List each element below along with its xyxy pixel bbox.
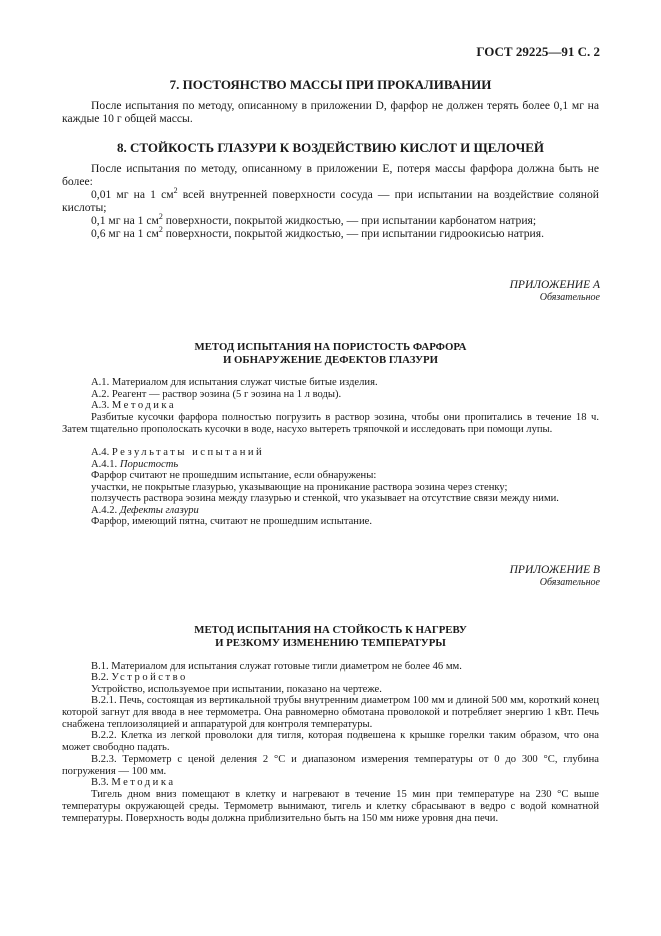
section-8-item-2: 0,1 мг на 1 $см^2$ поверхности, покрытой жидкостью, — при испытании карбонатом натрия; xyxy=(91,212,537,227)
a42-heading: А.4.2. Дефекты глазури xyxy=(91,505,199,516)
a41-item-2: ползучесть раствора эозина между глазурью и стенкой, что указывает на отсутствие связи между ними. xyxy=(91,493,559,504)
section-8-item-3: 0,6 мг на 1 $см^2$ поверхности, покрытой жидкостью, — при испытании гидроокисью натрия. xyxy=(91,225,544,240)
b22-text: В.2.2. Клетка из легкой проволоки для тигля, которая подвешена к крышке горелки таким образом, что она может свободно падать. xyxy=(62,730,599,753)
a41-text: Фарфор считают не прошедшим испытание, если обнаружены: xyxy=(91,470,377,481)
page-header: ГОСТ 29225—91 С. 2 xyxy=(476,44,600,59)
section-8-intro: После испытания по методу, описанному в приложении E, потеря массы фарфора должна быть не более: xyxy=(62,162,599,188)
section-8-item-1: 0,01 мг на 1 $см^2$ всей внутренней поверхности сосуда — при испытании на воздействие соляной кислоты; xyxy=(62,186,600,214)
a3-text: Разбитые кусочки фарфора полностью погрузить в раствор эозина, чтобы они пропитались в течение 18 ч. Затем тщательно прополоскать кусочки в воде, насухо вытереть тряпочкой и исследовать при помощи лупы. xyxy=(62,412,599,435)
a41-heading: А.4.1. Пористость xyxy=(91,459,179,470)
appendix-a-title: МЕТОД ИСПЫТАНИЯ НА ПОРИСТОСТЬ ФАРФОРА И ОБНАРУЖЕНИЕ ДЕФЕКТОВ ГЛАЗУРИ xyxy=(194,341,467,366)
appendix-a-label: ПРИЛОЖЕНИЕ А Обязательное xyxy=(509,279,600,303)
a42-text: Фарфор, имеющий пятна, считают не прошедшим испытание. xyxy=(91,516,372,527)
appendix-b-label: ПРИЛОЖЕНИЕ В Обязательное xyxy=(509,564,600,588)
section-8-title: 8. СТОЙКОСТЬ ГЛАЗУРИ К ВОЗДЕЙСТВИЮ КИСЛОТ И ЩЕЛОЧЕЙ xyxy=(116,140,545,155)
a4-heading: А.4. Результаты испытаний xyxy=(91,447,265,458)
b23-text: В.2.3. Термометр с ценой деления 2 °С и диапазоном измерения температуры от 0 до 300 °С, глубина погружения — 100 мм. xyxy=(62,754,599,777)
b2-heading: В.2. Устройство xyxy=(91,672,188,683)
b3-text: Тигель дном вниз помещают в клетку и нагревают в течение 15 мин при температуре на 230 °С выше температуры окружающей среды. Термометр вынимают, тигель и клетку сбрасывают в ведро с водой комнатной температуры. Поверхность воды должна приблизительно быть на 150 мм ниже уровня дна печи. xyxy=(62,789,599,824)
b2-text: Устройство, используемое при испытании, показано на чертеже. xyxy=(91,684,382,695)
a3-heading: А.3. Методика xyxy=(91,400,177,411)
a1-text: А.1. Материалом для испытания служат чистые битые изделия. xyxy=(91,377,378,388)
a2-text: А.2. Реагент — раствор эозина (5 г эозина на 1 л воды). xyxy=(91,389,342,400)
section-7-text: После испытания по методу, описанному в приложении D, фарфор не должен терять более 0,1 мг на каждые 10 г общей массы. xyxy=(62,99,599,125)
a41-item-1: участки, не покрытые глазурью, указывающие на проникание раствора эозина через стенку; xyxy=(91,482,508,493)
b21-text: В.2.1. Печь, состоящая из вертикальной трубы внутренним диаметром 100 мм и длиной 500 мм, короткий конец которой загнут для ввода в нее термометра. Она равномерно обмотана проволокой и потребляет энергию 1 кВт. Печь снабжена теплоизоляцией и аппаратурой для контроля температуры. xyxy=(62,695,599,730)
appendix-b-title: МЕТОД ИСПЫТАНИЯ НА СТОЙКОСТЬ К НАГРЕВУ И РЕЗКОМУ ИЗМЕНЕНИЮ ТЕМПЕРАТУРЫ xyxy=(194,624,467,649)
b1-text: В.1. Материалом для испытания служат готовые тигли диаметром не более 46 мм. xyxy=(91,661,462,672)
section-7-title: 7. ПОСТОЯНСТВО МАССЫ ПРИ ПРОКАЛИВАНИИ xyxy=(169,77,492,92)
b3-heading: В.3. Методика xyxy=(91,777,176,788)
